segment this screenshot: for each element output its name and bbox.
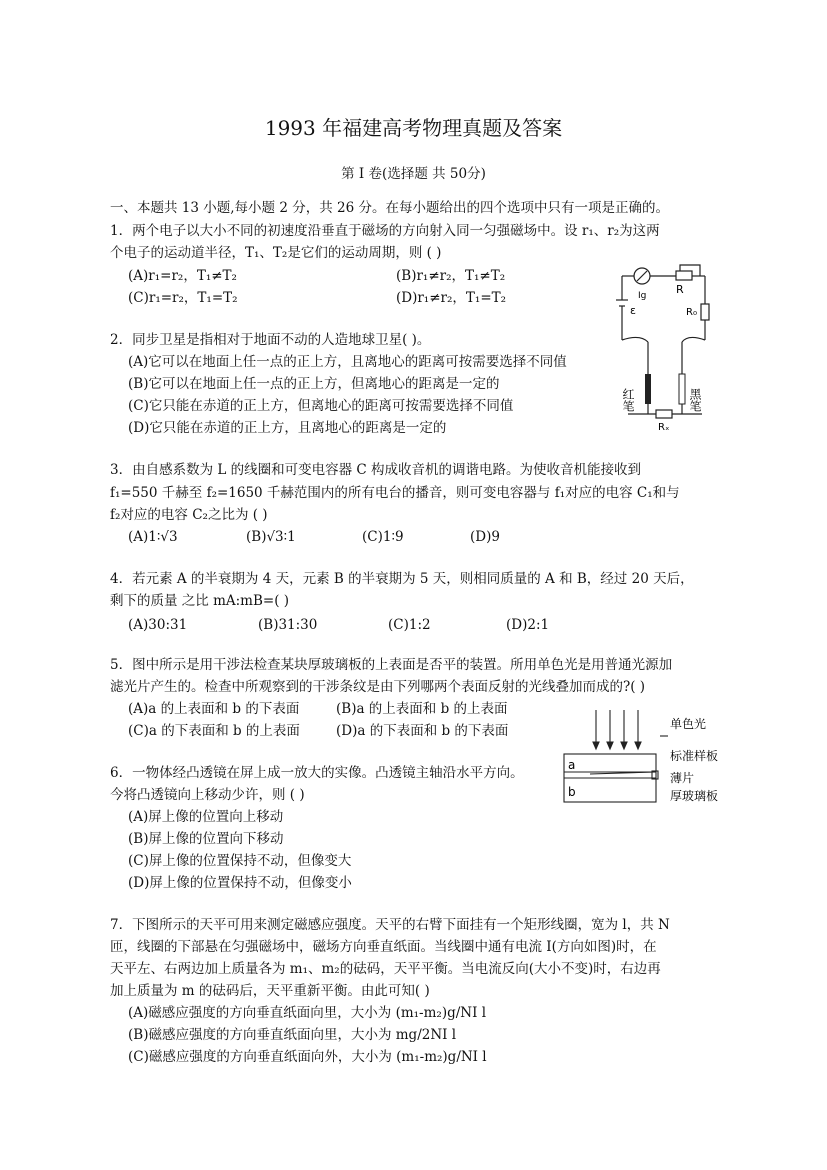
q5-line2: 滤光片产生的。检查中所观察到的干涉条纹是由下列哪两个表面反射的光线叠加而成的?( ) [110, 679, 646, 695]
q5-option-b: (B)a 的上表面和 b 的上表面 [336, 701, 508, 717]
q7-option-b: (B)磁感应强度的方向垂直纸面向里，大小为 mg/2NI l [128, 1027, 457, 1043]
q2-option-d: (D)它只能在赤道的正上方，且离地心的距离是一定的 [128, 420, 447, 436]
q1-line1: 1．两个电子以大小不同的初速度沿垂直于磁场的方向射入同一匀强磁场中。设 r₁、r₂为这两 [110, 223, 660, 239]
q6-line2: 今将凸透镜向上移动少许，则 ( ) [110, 787, 305, 803]
black-pen-label: 黑笔 [688, 388, 702, 412]
q1-line2: 个电子的运动道半径，T₁、T₂是它们的运动周期，则 ( ) [110, 245, 442, 261]
q6-option-a: (A)屏上像的位置向上移动 [128, 809, 284, 825]
q7-line3: 天平左、右两边加上质量各为 m₁、m₂的砝码，天平平衡。当电流反向(大小不变)时，右边再 [110, 961, 661, 977]
red-pen-label: 红笔 [621, 388, 635, 412]
page-title: 1993 年福建高考物理真题及答案 [264, 116, 563, 140]
section-subtitle: 第 I 卷(选择题 共 50分) [341, 166, 486, 182]
r0-label: R₀ [686, 307, 697, 318]
emf-label: ε [630, 304, 636, 317]
monochromatic-light-label: 单色光 [670, 717, 707, 731]
q3-line2: f₁=550 千赫至 f₂=1650 千赫范围内的所有电台的播音，则可变电容器与 f₁对应的电容 C₁和与 [110, 485, 680, 501]
q2-option-c: (C)它只能在赤道的正上方，但离地心的距离可按需要选择不同值 [128, 398, 514, 414]
q3-line1: 3．由自感系数为 L 的线圈和可变电容器 C 构成收音机的调谐电路。为使收音机能接收到 [110, 462, 642, 478]
q7-option-a: (A)磁感应强度的方向垂直纸面向里，大小为 (m₁-m₂)g/NI l [128, 1005, 487, 1021]
q4-option-b: (B)31:30 [258, 617, 318, 633]
q3-option-b: (B)√3∶1 [246, 529, 296, 545]
q3-option-d: (D)9 [470, 529, 500, 545]
q6-option-d: (D)屏上像的位置保持不动，但像变小 [128, 875, 352, 891]
q6-option-c: (C)屏上像的位置保持不动，但像变大 [128, 853, 352, 869]
thin-sheet-label: 薄片 [670, 771, 695, 785]
q2-option-b: (B)它可以在地面上任一点的正上方，但离地心的距离是一定的 [128, 376, 500, 392]
label-a: a [568, 758, 576, 772]
q5-line1: 5．图中所示是用干涉法检查某块厚玻璃板的上表面是否平的装置。所用单色光是用普通光源加 [110, 657, 673, 673]
q3-option-c: (C)1∶9 [362, 529, 404, 545]
q1-option-d: (D)r₁≠r₂，T₁=T₂ [396, 290, 507, 306]
q6-line1: 6．一物体经凸透镜在屏上成一放大的实像。凸透镜主轴沿水平方向。 [110, 765, 524, 781]
ohmmeter-circuit-figure [610, 262, 720, 434]
q6-option-b: (B)屏上像的位置向下移动 [128, 831, 284, 847]
section-instruction: 一、本题共 13 小题,每小题 2 分，共 26 分。在每小题给出的四个选项中只有一项是正确的。 [110, 200, 669, 216]
interference-figure [560, 706, 730, 810]
q7-line1: 7．下图所示的天平可用来测定磁感应强度。天平的右臂下面挂有一个矩形线圈，宽为 l，共 N [110, 917, 670, 933]
thick-glass-label: 厚玻璃板 [670, 789, 719, 803]
q2-option-a: (A)它可以在地面上任一点的正上方，且离地心的距离可按需要选择不同值 [128, 354, 567, 370]
q4-option-d: (D)2:1 [506, 617, 550, 633]
ig-label: Ig [638, 291, 647, 301]
q7-line4: 加上质量为 m 的砝码后，天平重新平衡。由此可知( ) [110, 983, 430, 999]
q4-option-c: (C)1:2 [388, 617, 431, 633]
q1-option-c: (C)r₁=r₂，T₁=T₂ [128, 290, 238, 306]
q7-option-c: (C)磁感应强度的方向垂直纸面向外，大小为 (m₁-m₂)g/NI l [128, 1049, 487, 1065]
q4-option-a: (A)30:31 [128, 617, 188, 633]
q3-line3: f₂对应的电容 C₂之比为 ( ) [110, 507, 268, 523]
standard-plate-label: 标准样板 [670, 749, 719, 763]
q5-option-a: (A)a 的上表面和 b 的下表面 [128, 701, 300, 717]
q2-stem: 2．同步卫星是指相对于地面不动的人造地球卫星( )。 [110, 332, 431, 348]
q5-option-d: (D)a 的下表面和 b 的下表面 [336, 723, 509, 739]
q1-option-a: (A)r₁=r₂，T₁≠T₂ [128, 268, 237, 284]
q1-option-b: (B)r₁≠r₂，T₁≠T₂ [396, 268, 506, 284]
q4-line1: 4．若元素 A 的半衰期为 4 天，元素 B 的半衰期为 5 天，则相同质量的 A 和 B，经过 20 天后， [110, 571, 694, 587]
q7-line2: 匝，线圈的下部悬在匀强磁场中，磁场方向垂直纸面。当线圈中通有电流 I(方向如图)时，在 [110, 939, 657, 955]
q3-option-a: (A)1∶√3 [128, 529, 178, 545]
r-label: R [676, 283, 684, 296]
q5-option-c: (C)a 的下表面和 b 的上表面 [128, 723, 300, 739]
label-b: b [568, 785, 576, 799]
q4-line2: 剩下的质量 之比 mA:mB=( ) [110, 593, 290, 609]
rx-label: Rₓ [658, 422, 670, 433]
